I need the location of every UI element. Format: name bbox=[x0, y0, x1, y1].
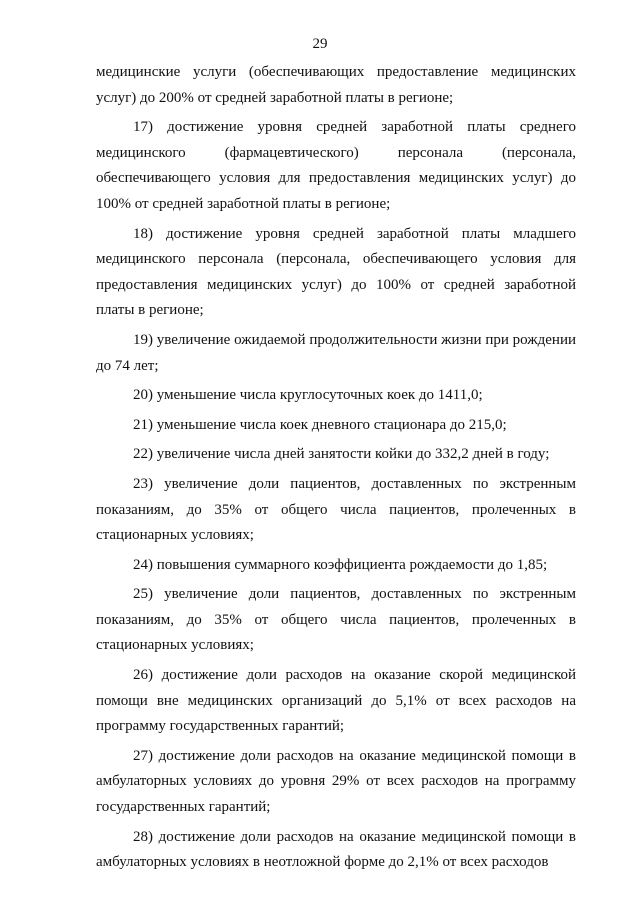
paragraph-item-23: 23) увеличение доли пациентов, доставленных по экстренным показаниям, до 35% от общего числа пациентов, пролеченных в стационарных условиях; bbox=[96, 475, 576, 544]
paragraph-item-27: 27) достижение доли расходов на оказание медицинской помощи в амбулаторных условиях до уровня 29% от всех расходов на программу государственных гарантий; bbox=[96, 747, 576, 816]
paragraph-item-22: 22) увеличение числа дней занятости койки до 332,2 дней в году; bbox=[133, 446, 550, 463]
paragraph-item-26: 26) достижение доли расходов на оказание скорой медицинской помощи вне медицинских организаций до 5,1% от всех расходов на программу государственных гарантий; bbox=[96, 667, 576, 735]
paragraph-item-24: 24) повышения суммарного коэффициента рождаемости до 1,85; bbox=[133, 556, 548, 573]
paragraph-item-25: 25) увеличение доли пациентов, доставленных по экстренным показаниям, до 35% от общего числа пациентов, пролеченных в стационарных условиях; bbox=[96, 586, 576, 654]
paragraph-item-17: 17) достижение уровня средней заработной платы среднего медицинского (фармацевтического) персонала (персонала, обеспечивающего условия для предоставления медицинских услуг) до 100% от средней заработной платы в регионе; bbox=[96, 119, 576, 212]
page-number: 29 bbox=[312, 36, 328, 52]
document-body bbox=[96, 60, 576, 880]
paragraph-continuation: медицинские услуги (обеспечивающих предоставление медицинских услуг) до 200% от средней заработной платы в регионе; bbox=[96, 64, 576, 106]
paragraph-item-18: 18) достижение уровня средней заработной платы младшего медицинского персонала (персонала, обеспечивающего условия для предоставления медицинских услуг) до 100% от средней заработной платы в регионе; bbox=[96, 225, 576, 319]
paragraph-item-20: 20) уменьшение числа круглосуточных коек до 1411,0; bbox=[133, 387, 483, 404]
paragraph-item-28: 28) достижение доли расходов на оказание медицинской помощи в амбулаторных условиях в неотложной форме до 2,1% от всех расходов bbox=[96, 828, 576, 871]
paragraph-item-21: 21) уменьшение числа коек дневного стационара до 215,0; bbox=[133, 416, 507, 433]
paragraph-item-19: 19) увеличение ожидаемой продолжительности жизни при рождении до 74 лет; bbox=[96, 331, 576, 374]
